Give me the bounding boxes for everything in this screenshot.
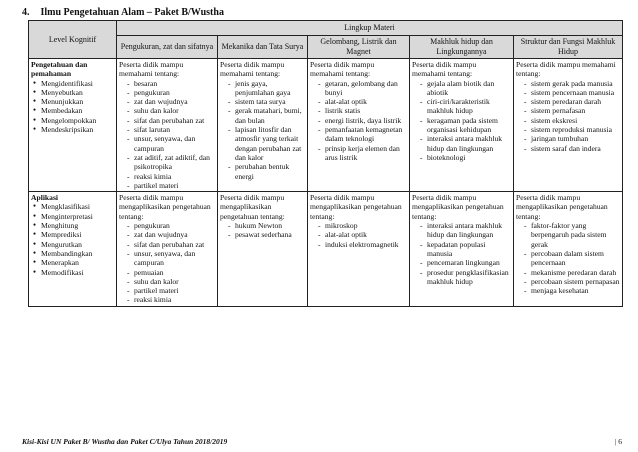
section-heading — [22, 7, 224, 18]
materi-item: - sistem gerak pada manusia — [524, 79, 620, 88]
materi-item: - pemanfaatan kemagnetan dalam teknologi — [318, 125, 407, 144]
kisi-table — [28, 20, 623, 307]
materi-item: - pencemaran lingkungan — [420, 258, 511, 267]
materi-item: - sistem pernafasan — [524, 106, 620, 115]
level-item: ● Membandingkan — [41, 249, 114, 258]
table-body — [29, 59, 623, 307]
materi-item: - induksi elektromagnetik — [318, 240, 407, 249]
materi-item: - getaran, gelombang dan bunyi — [318, 79, 407, 98]
level-cell — [29, 192, 117, 307]
materi-list — [119, 79, 215, 191]
materi-cell — [308, 59, 410, 192]
level-item: ● Menghitung — [41, 221, 114, 230]
materi-item: - sistem pencernaan manusia — [524, 88, 620, 97]
materi-list — [412, 221, 511, 286]
materi-list — [516, 79, 620, 153]
materi-item: - unsur, senyawa, dan campuran — [127, 134, 215, 153]
level-item: ● Memprediksi — [41, 230, 114, 239]
cell-intro: Peserta didik mampu memahami tentang: — [119, 60, 184, 79]
column-header: Mekanika dan Tata Surya — [218, 36, 308, 59]
materi-item: - besaran — [127, 79, 215, 88]
cell-intro: Peserta didik mampu memahami tentang: — [516, 60, 616, 79]
materi-item: - zat aditif, zat adiktif, dan psikotropika — [127, 153, 215, 172]
cell-intro: Peserta didik mampu mengaplikasikan pengetahuan tentang: — [412, 193, 504, 221]
materi-cell — [514, 59, 623, 192]
materi-item: - hukum Newton — [228, 221, 305, 230]
level-item: ● Mengklasifikasi — [41, 202, 114, 211]
materi-item: - bioteknologi — [420, 153, 511, 162]
materi-item: - mekanisme peredaran darah — [524, 268, 620, 277]
lingkup-materi-header: Lingkup Materi — [117, 21, 623, 36]
materi-item: - kepadatan populasi manusia — [420, 240, 511, 259]
cell-intro: Peserta didik mampu memahami tentang: — [220, 60, 285, 79]
level-item: ● Menginterpretasi — [41, 212, 114, 221]
materi-item: - lapisan litosfir dan atmosfir yang terkait dengan perubahan zat dan kalor — [228, 125, 305, 162]
level-title: Pengetahuan dan pemahaman — [31, 60, 88, 79]
level-item: ● Menyebutkan — [41, 88, 114, 97]
materi-item: - suhu dan kalor — [127, 277, 215, 286]
materi-item: - keragaman pada sistem organisasi kehidupan — [420, 116, 511, 135]
materi-item: - ciri-ciri/karakteristik makhluk hidup — [420, 97, 511, 116]
column-header: Pengukuran, zat dan sifatnya — [117, 36, 218, 59]
materi-item: - partikel materi — [127, 181, 215, 190]
materi-item: - sistem tata surya — [228, 97, 305, 106]
level-item: ● Mengurutkan — [41, 240, 114, 249]
level-item: ● Membedakan — [41, 106, 114, 115]
materi-item: - reaksi kimia — [127, 172, 215, 181]
materi-item: - sistem ekskresi — [524, 116, 620, 125]
materi-item: - pengukuran — [127, 88, 215, 97]
cell-intro: Peserta didik mampu mengaplikasikan pengetahuan tentang: — [119, 193, 211, 221]
materi-cell — [410, 59, 514, 192]
materi-cell — [117, 192, 218, 307]
materi-list — [119, 221, 215, 305]
table-row — [29, 59, 623, 192]
level-kognitif-header: Level Kognitif — [29, 21, 117, 59]
cell-intro: Peserta didik mampu mengaplikasikan pengetahuan tentang: — [310, 193, 402, 221]
materi-item: - unsur, senyawa, dan campuran — [127, 249, 215, 268]
materi-item: - sifat dan perubahan zat — [127, 240, 215, 249]
materi-item: - alat-alat optik — [318, 230, 407, 239]
materi-cell — [308, 192, 410, 307]
materi-cell — [218, 59, 308, 192]
materi-item: - menjaga kesehatan — [524, 286, 620, 295]
level-item: ● Mengelompokkan — [41, 116, 114, 125]
level-list — [31, 202, 114, 276]
cell-intro: Peserta didik mampu mengaplikasikan pengetahuan tentang: — [516, 193, 608, 221]
materi-item: - pesawat sederhana — [228, 230, 305, 239]
materi-item: - listrik statis — [318, 106, 407, 115]
level-title: Aplikasi — [31, 193, 59, 203]
materi-item: - zat dan wujudnya — [127, 97, 215, 106]
level-item: ● Menerapkan — [41, 258, 114, 267]
materi-item: - jenis gaya, penjumlahan gaya — [228, 79, 305, 98]
materi-list — [516, 221, 620, 295]
column-header: Gelombang, Listrik dan Magnet — [308, 36, 410, 59]
level-list — [31, 79, 114, 135]
materi-item: - reaksi kimia — [127, 295, 215, 304]
footer-text: Kisi-Kisi UN Paket B/ Wustha dan Paket C/Ulya Tahun 2018/2019 — [22, 437, 228, 446]
materi-cell — [410, 192, 514, 307]
materi-list — [220, 221, 305, 240]
table-row — [29, 192, 623, 307]
materi-item: - interaksi antara makhluk hidup dan lingkungan — [420, 221, 511, 240]
page-footer — [22, 437, 622, 446]
materi-item: - pengukuran — [127, 221, 215, 230]
materi-cell — [117, 59, 218, 192]
materi-item: - perubahan bentuk energi — [228, 162, 305, 181]
level-item: ● Mendeskripsikan — [41, 125, 114, 134]
materi-item: - sistem reproduksi manusia — [524, 125, 620, 134]
materi-item: - gerak matahari, bumi, dan bulan — [228, 106, 305, 125]
section-title: Ilmu Pengetahuan Alam – Paket B/Wustha — [40, 7, 224, 18]
materi-item: - sifat larutan — [127, 125, 215, 134]
column-header: Struktur dan Fungsi Makhluk Hidup — [514, 36, 623, 59]
page-number: | 6 — [614, 437, 622, 446]
cell-intro: Peserta didik mampu memahami tentang: — [310, 60, 375, 79]
materi-item: - pemuaian — [127, 268, 215, 277]
materi-item: - interaksi antara makhluk hidup dan lingkungan — [420, 134, 511, 153]
materi-item: - suhu dan kalor — [127, 106, 215, 115]
level-item: ● Memodifikasi — [41, 268, 114, 277]
materi-item: - sifat dan perubahan zat — [127, 116, 215, 125]
materi-item: - percobaan sistem pernapasan — [524, 277, 620, 286]
materi-list — [412, 79, 511, 163]
materi-item: - sistem saraf dan indera — [524, 144, 620, 153]
level-item: ● Menunjukkan — [41, 97, 114, 106]
materi-list — [220, 79, 305, 181]
materi-item: - prinsip kerja elemen dan arus listrik — [318, 144, 407, 163]
materi-item: - sistem peredaran darah — [524, 97, 620, 106]
materi-item: - partikel materi — [127, 286, 215, 295]
materi-cell — [218, 192, 308, 307]
materi-item: - faktor-faktor yang berpengaruh pada sistem gerak — [524, 221, 620, 249]
level-cell — [29, 59, 117, 192]
materi-list — [310, 221, 407, 249]
materi-item: - alat-alat optik — [318, 97, 407, 106]
materi-item: - energi listrik, daya listrik — [318, 116, 407, 125]
cell-intro: Peserta didik mampu mengaplikasikan pengetahuan tentang: — [220, 193, 285, 221]
materi-list — [310, 79, 407, 163]
materi-item: - prosedur pengklasifikasian makhluk hidup — [420, 268, 511, 287]
cell-intro: Peserta didik mampu memahami tentang: — [412, 60, 477, 79]
materi-cell — [514, 192, 623, 307]
column-header: Makhluk hidup dan Lingkungannya — [410, 36, 514, 59]
materi-item: - percobaan dalam sistem pencernaan — [524, 249, 620, 268]
materi-item: - gejala alam biotik dan abiotik — [420, 79, 511, 98]
materi-item: - jaringan tumbuhan — [524, 134, 620, 143]
materi-item: - mikroskop — [318, 221, 407, 230]
section-number: 4. — [22, 7, 30, 18]
level-item: ● Mengidentifikasi — [41, 79, 114, 88]
materi-item: - zat dan wujudnya — [127, 230, 215, 239]
